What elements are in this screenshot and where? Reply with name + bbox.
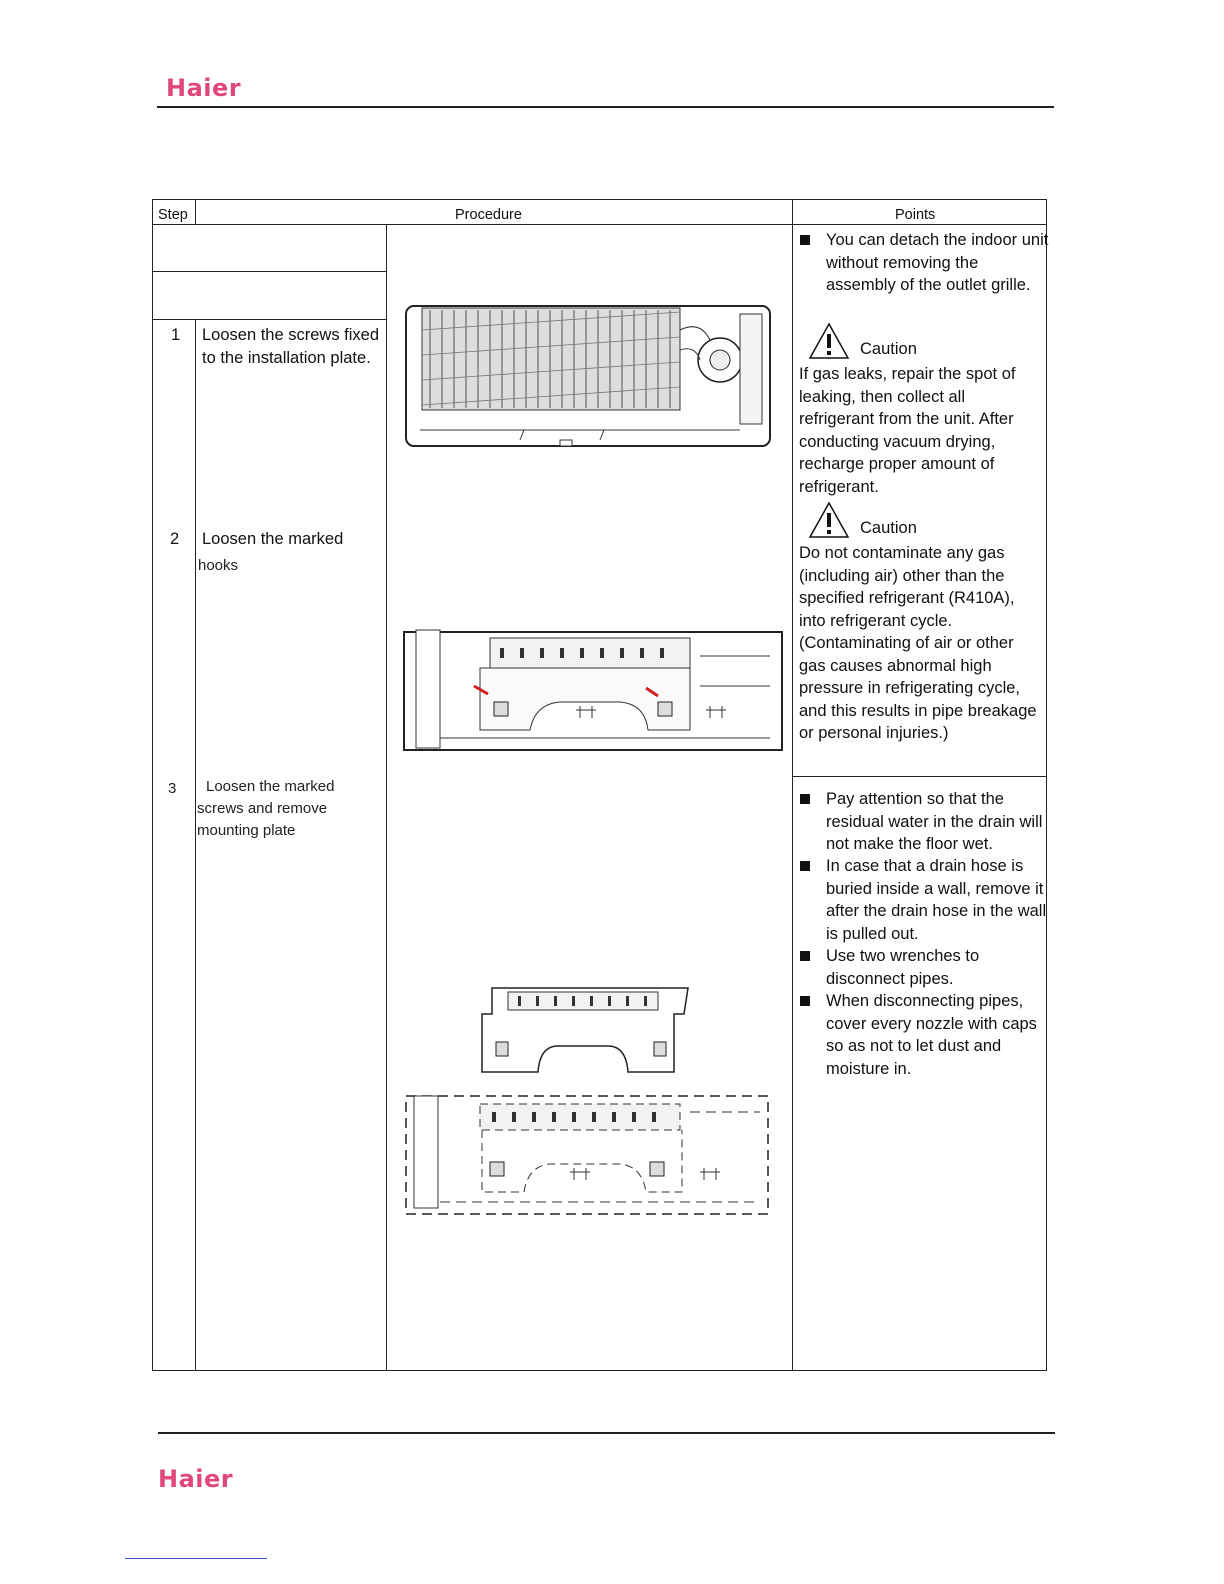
warning-triangle-icon xyxy=(808,322,850,360)
header-step: Step xyxy=(158,207,188,223)
back-frame-hooks-figure xyxy=(400,626,785,756)
indoor-unit-figure xyxy=(400,300,778,452)
step-1-number: 1 xyxy=(171,326,181,344)
square-bullet-icon xyxy=(800,996,810,1006)
caution-1-text: If gas leaks, repair the spot of leaking, then collect all refrigerant from the unit. After conducting vacuum drying, recharge proper amount of refrigerant. xyxy=(799,365,1016,496)
warning-triangle-icon xyxy=(808,501,850,539)
step-1-text: Loosen the screws fixed to the installation plate. xyxy=(202,326,380,367)
footer-rule xyxy=(158,1432,1055,1434)
header-logo: Haier xyxy=(166,74,242,102)
header-points: Points xyxy=(895,207,936,223)
step-3-line-3: mounting plate xyxy=(197,822,296,839)
step-2-text: Loosen the marked xyxy=(202,530,344,548)
square-bullet-icon xyxy=(800,951,810,961)
step-2-text-2: hooks xyxy=(198,557,239,574)
step-3-line-2: screws and remove xyxy=(197,800,328,817)
header-rule xyxy=(157,106,1054,108)
square-bullet-icon xyxy=(800,861,810,871)
back-frame-dashed-figure xyxy=(400,1092,772,1218)
footer-link-underline xyxy=(125,1558,267,1559)
step-3-line-1: Loosen the marked xyxy=(206,778,335,795)
step-2-number: 2 xyxy=(170,530,180,548)
footer-logo: Haier xyxy=(158,1465,234,1493)
caution-2-text: Do not contaminate any gas (including air) other than the specified refrigerant (R410A), into refrigerant cycle. (Contaminating of air or other gas causes abnormal high pressure in refrigerating cycle, and this results in pipe breakage or personal injuries.) xyxy=(799,544,1037,742)
mounting-plate-figure xyxy=(478,984,692,1076)
square-bullet-icon xyxy=(800,235,810,245)
step-3-number: 3 xyxy=(168,780,177,797)
square-bullet-icon xyxy=(800,794,810,804)
header-procedure: Procedure xyxy=(455,207,522,223)
